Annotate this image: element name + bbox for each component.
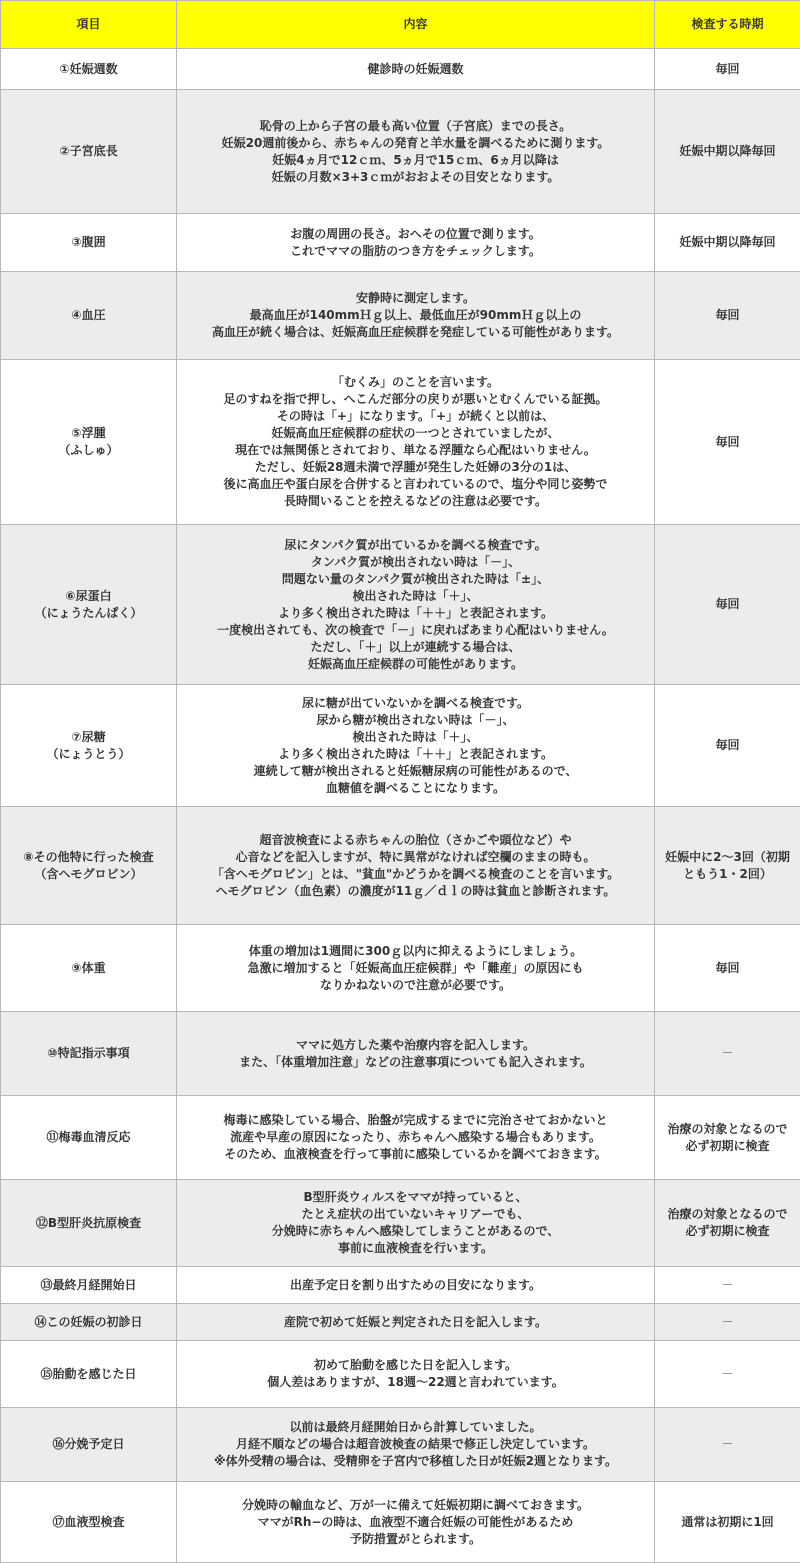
table-row — [1, 1341, 800, 1408]
row-timing: 治療の対象となるので 必ず初期に検査 — [655, 1180, 800, 1267]
row-content: お腹の周囲の長さ。おへその位置で測ります。 これでママの脂肪のつき方をチェックします。 — [177, 214, 655, 272]
row-item: ⑭この妊娠の初診日 — [1, 1304, 177, 1341]
row-timing: 妊娠中に2～3回（初期 ともう1・2回） — [655, 807, 800, 925]
row-content: 超音波検査による赤ちゃんの胎位（さかごや頭位など）や 心音などを記入しますが、特に異常がなければ空欄のままの時も。 「含ヘモグロビン」とは、"貧血"かどうかを調べる検査のことを言います。 ヘモグロビン（血色素）の濃度が11ｇ／ｄｌの時は貧血と診断されます。 — [177, 807, 655, 925]
header-timing: 検査する時期 — [655, 1, 800, 49]
table-row — [1, 49, 800, 90]
row-item: ⑤浮腫 （ふしゅ） — [1, 360, 177, 525]
row-content: ママに処方した薬や治療内容を記入します。 また、「体重増加注意」などの注意事項についても記入されます。 — [177, 1012, 655, 1096]
row-content: 尿に糖が出ていないかを調べる検査です。 尿から糖が検出されない時は「－」、 検出された時は「＋」、 より多く検出された時は「＋＋」と表記されます。 連続して糖が検出されると妊娠糖尿病の可能性があるので、 血糖値を調べることになります。 — [177, 685, 655, 807]
row-timing: 毎回 — [655, 49, 800, 90]
row-timing: 治療の対象となるので 必ず初期に検査 — [655, 1096, 800, 1180]
row-item: ⑮胎動を感じた日 — [1, 1341, 177, 1408]
table-row — [1, 90, 800, 214]
table-row — [1, 1408, 800, 1482]
row-item: ⑧その他特に行った検査 （含ヘモグロビン） — [1, 807, 177, 925]
table-row — [1, 214, 800, 272]
row-item: ⑪梅毒血清反応 — [1, 1096, 177, 1180]
table-row — [1, 1304, 800, 1341]
table-row — [1, 272, 800, 360]
row-content: 体重の増加は1週間に300ｇ以内に抑えるようにしましょう。 急激に増加すると「妊娠高血圧症候群」や「難産」の原因にも なりかねないので注意が必要です。 — [177, 925, 655, 1012]
row-timing: 毎回 — [655, 272, 800, 360]
row-content: 分娩時の輸血など、万が一に備えて妊娠初期に調べておきます。 ママがRh−の時は、血液型不適合妊娠の可能性があるため 予防措置がとられます。 — [177, 1482, 655, 1563]
row-timing: 妊娠中期以降毎回 — [655, 214, 800, 272]
row-content: 梅毒に感染している場合、胎盤が完成するまでに完治させておかないと 流産や早産の原因になったり、赤ちゃんへ感染する場合もあります。 そのため、血液検査を行って事前に感染しているかを調べておきます。 — [177, 1096, 655, 1180]
row-content: 恥骨の上から子宮の最も高い位置（子宮底）までの長さ。 妊娠20週前後から、赤ちゃんの発育と羊水量を調べるために測ります。 妊娠4ヵ月で12ｃｍ、5ヵ月で15ｃｍ、6ヵ月以降は 妊娠の月数×3+3ｃｍがおおよその目安となります。 — [177, 90, 655, 214]
row-content: 「むくみ」のことを言います。 足のすねを指で押し、へこんだ部分の戻りが悪いとむくんでいる証拠。 その時は「+」になります。「+」が続くと以前は、 妊娠高血圧症候群の症状の一つとされていましたが、 現在では無関係とされており、単なる浮腫なら心配はいりません。 ただし、妊娠28週未満で浮腫が発生した妊婦の3分の1は、 後に高血圧や蛋白尿を合併すると言われているので、塩分や同じ姿勢で 長時間いることを控えるなどの注意は必要です。 — [177, 360, 655, 525]
row-item: ⑩特記指示事項 — [1, 1012, 177, 1096]
row-item: ①妊娠週数 — [1, 49, 177, 90]
row-item: ⑬最終月経開始日 — [1, 1267, 177, 1304]
table-row — [1, 360, 800, 525]
row-timing: 妊娠中期以降毎回 — [655, 90, 800, 214]
row-item: ②子宮底長 — [1, 90, 177, 214]
row-item: ⑫B型肝炎抗原検査 — [1, 1180, 177, 1267]
row-timing: 毎回 — [655, 685, 800, 807]
row-content: 産院で初めて妊娠と判定された日を記入します。 — [177, 1304, 655, 1341]
row-item: ⑰血液型検査 — [1, 1482, 177, 1563]
table-row — [1, 685, 800, 807]
row-timing: － — [655, 1408, 800, 1482]
row-content: 健診時の妊娠週数 — [177, 49, 655, 90]
row-timing: 毎回 — [655, 525, 800, 685]
row-content: 安静時に測定します。 最高血圧が140mmＨｇ以上、最低血圧が90mmＨｇ以上の 高血圧が続く場合は、妊娠高血圧症候群を発症している可能性があります。 — [177, 272, 655, 360]
row-timing: － — [655, 1304, 800, 1341]
row-timing: 通常は初期に1回 — [655, 1482, 800, 1563]
row-timing: 毎回 — [655, 360, 800, 525]
row-item: ⑯分娩予定日 — [1, 1408, 177, 1482]
row-content: 以前は最終月経開始日から計算していました。 月経不順などの場合は超音波検査の結果で修正し決定しています。 ※体外受精の場合は、受精卵を子宮内で移植した日が妊娠2週となります。 — [177, 1408, 655, 1482]
row-content: 出産予定日を割り出すための目安になります。 — [177, 1267, 655, 1304]
header-row — [1, 1, 800, 49]
row-timing: － — [655, 1012, 800, 1096]
row-timing: － — [655, 1341, 800, 1408]
row-timing: － — [655, 1267, 800, 1304]
row-item: ⑥尿蛋白 （にょうたんぱく） — [1, 525, 177, 685]
row-content: B型肝炎ウィルスをママが持っていると、 たとえ症状の出ていないキャリアーでも、 分娩時に赤ちゃんへ感染してしまうことがあるので、 事前に血液検査を行います。 — [177, 1180, 655, 1267]
row-item: ④血圧 — [1, 272, 177, 360]
table-row — [1, 1096, 800, 1180]
row-item: ⑨体重 — [1, 925, 177, 1012]
row-item: ⑦尿糖 （にょうとう） — [1, 685, 177, 807]
row-content: 尿にタンパク質が出ているかを調べる検査です。 タンパク質が検出されない時は「－」、 問題ない量のタンパク質が検出された時は「±」、 検出された時は「＋」、 より多く検出された時は「＋＋」と表記されます。 一度検出されても、次の検査で「－」に戻ればあまり心配はいりません。 ただし、「＋」以上が連続する場合は、 妊娠高血圧症候群の可能性があります。 — [177, 525, 655, 685]
header-item: 項目 — [1, 1, 177, 49]
table-row — [1, 1482, 800, 1563]
table-row — [1, 1012, 800, 1096]
table-row — [1, 525, 800, 685]
header-content: 内容 — [177, 1, 655, 49]
row-item: ③腹囲 — [1, 214, 177, 272]
row-content: 初めて胎動を感じた日を記入します。 個人差はありますが、18週～22週と言われています。 — [177, 1341, 655, 1408]
table-row — [1, 925, 800, 1012]
table-row — [1, 807, 800, 925]
table-row — [1, 1180, 800, 1267]
table-row — [1, 1267, 800, 1304]
row-timing: 毎回 — [655, 925, 800, 1012]
